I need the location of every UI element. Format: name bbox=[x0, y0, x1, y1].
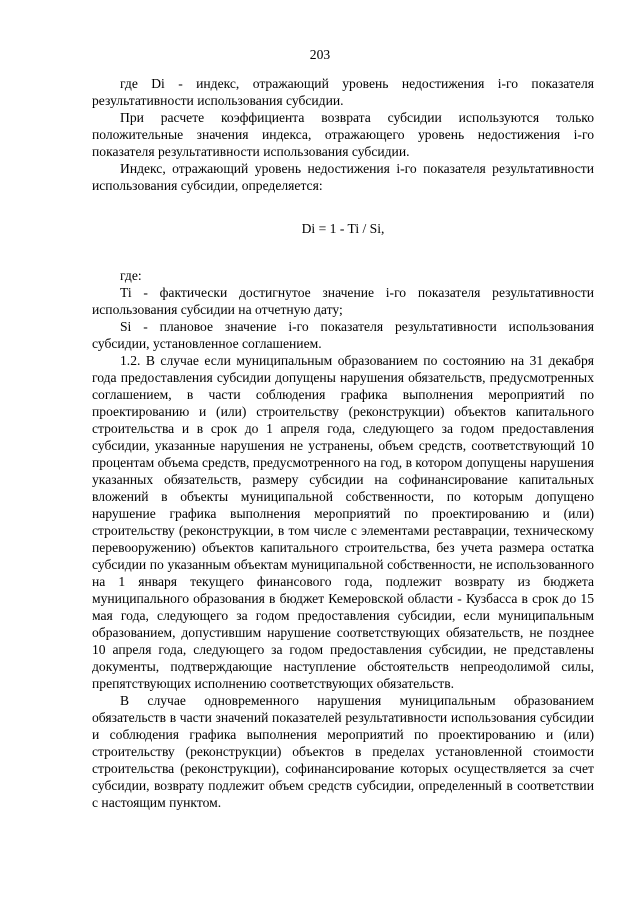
document-body bbox=[92, 75, 594, 811]
paragraph-positive-values: При расчете коэффициента возврата субсидии используются только положительные значения индекса, отражающего уровень недостижения i-го показателя результативности использования субсидии. bbox=[92, 110, 594, 159]
paragraph-where: где: bbox=[120, 268, 142, 283]
paragraph-clause-1-2: 1.2. В случае если муниципальным образованием по состоянию на 31 декабря года предоставления субсидии допущены нарушения обязательств, предусмотренных соглашением, в части соблюдения графика выполнения мероприятий по проектированию и (или) строительству (реконструкции) объектов капитального строительства и в срок до 1 апреля года, следующего за годом предоставления субсидии, указанные нарушения не устранены, объем средств, соответствующий 10 процентам объема средств, предусмотренного на год, в котором допущены нарушения указанных обязательств, размеру субсидии на софинансирование капитальных вложений в объекты муниципальной собственности, по которым допущено нарушение графика выполнения мероприятий по проектированию и (или) строительству (реконструкции, в том числе с элементами реставрации, техническому перевооружению) объектов капитального строительства, без учета размера остатка субсидии по указанным объектам муниципальной собственности, не использованного на 1 января текущего финансового года, подлежит возврату из бюджета муниципального образования в бюджет Кемеровской области - Кузбасса в срок до 15 мая года, следующего за годом предоставления субсидии, если муниципальным образованием, допустившим нарушение соответствующих обязательств, не позднее 10 апреля года, следующего за годом предоставления субсидии, не представлены документы, подтверждающие наступление обстоятельств непреодолимой силы, препятствующих исполнению соответствующих обязательств. bbox=[92, 353, 594, 691]
paragraph-index-determination: Индекс, отражающий уровень недостижения i-го показателя результативности использования субсидии, определяется: bbox=[92, 161, 594, 193]
paragraph-simultaneous-violation: В случае одновременного нарушения муниципальным образованием обязательств в части значений показателей результативности использования субсидии и соблюдения графика выполнения мероприятий по проектированию и (или) строительству (реконструкции) объектов в пределах установленной стоимости строительства (реконструкции), софинансирование которых осуществляется за счет субсидии, возврату подлежит объем средств субсидии, определенный в соответствии с настоящим пунктом. bbox=[92, 693, 594, 810]
page-number: 203 bbox=[309, 47, 331, 62]
paragraph-si-definition: Si - плановое значение i-го показателя результативности использования субсидии, установленное соглашением. bbox=[92, 319, 594, 351]
formula-di: Di = 1 - Ti / Si, bbox=[301, 221, 385, 236]
paragraph-di-definition: где Di - индекс, отражающий уровень недостижения i-го показателя результативности использования субсидии. bbox=[92, 76, 594, 108]
paragraph-ti-definition: Ti - фактически достигнутое значение i-го показателя результативности использования субсидии на отчетную дату; bbox=[92, 285, 594, 317]
